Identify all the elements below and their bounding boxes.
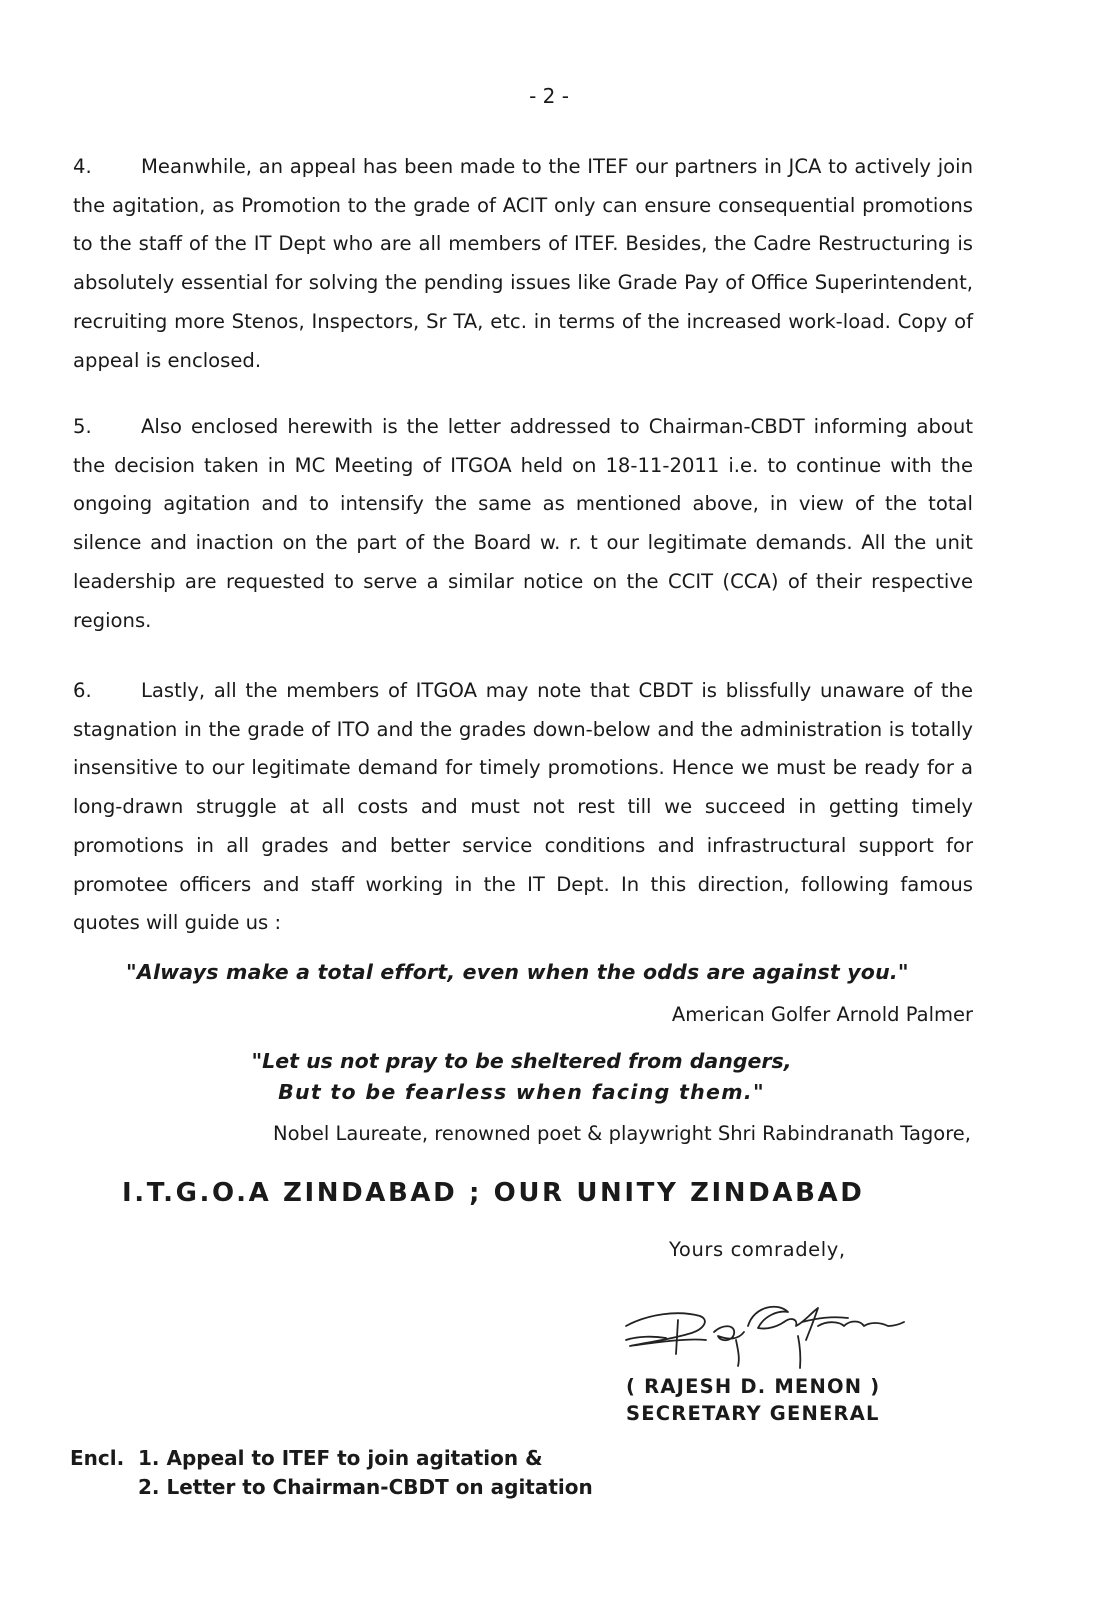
paragraph-number: 6. [73,679,92,702]
paragraph-6 [73,672,973,943]
enclosure-item: 2. Letter to Chairman-CBDT on agitation [138,1475,593,1499]
quote-line: But to be fearless when facing them." [278,1080,765,1104]
closing-salutation: Yours comradely, [669,1238,846,1261]
paragraph-number: 4. [73,155,92,178]
signatory-block [626,1373,880,1427]
quote-attribution-palmer: American Golfer Arnold Palmer [671,1003,973,1026]
handwritten-signature [618,1296,908,1376]
quote-palmer: "Always make a total effort, even when the odds are against you." [126,960,909,984]
paragraph-text: Lastly, all the members of ITGOA may note that CBDT is blissfully unaware of the stagnation in the grade of ITO and the grades down-below and the administration is totally insensitive to our legitimate demand for timely promotions. Hence we must be ready for a long-drawn struggle at all costs and must not rest till we succeed in getting timely promotions in all grades and better service conditions and infrastructural support for promotee officers and staff working in the IT Dept. In this direction, following famous quotes will guide us : [73,679,973,935]
quote-attribution-tagore: Nobel Laureate, renowned poet & playwright Shri Rabindranath Tagore, [273,1122,971,1145]
slogan: I.T.G.O.A ZINDABAD ; OUR UNITY ZINDABAD [122,1178,865,1208]
paragraph-number: 5. [73,415,92,438]
page-number: - 2 - [529,84,569,108]
signatory-name: ( RAJESH D. MENON ) [626,1375,881,1398]
enclosure-item: 1. Appeal to ITEF to join agitation & [138,1446,543,1470]
signatory-title: SECRETARY GENERAL [626,1402,880,1425]
quote-tagore [0,1046,1043,1108]
paragraph-5 [73,408,973,640]
quote-line: "Let us not pray to be sheltered from dangers, [251,1049,792,1073]
enclosures-label: Encl. [70,1446,125,1470]
enclosures [70,1444,593,1502]
paragraph-text: Meanwhile, an appeal has been made to the ITEF our partners in JCA to actively join the agitation, as Promotion to the grade of ACIT only can ensure consequential promotions to the staff of the IT Dept who are all members of ITEF. Besides, the Cadre Restructuring is absolutely essential for solving the pending issues like Grade Pay of Office Superintendent, recruiting more Stenos, Inspectors, Sr TA, etc. in terms of the increased work-load. Copy of appeal is enclosed. [73,155,973,372]
paragraph-text: Also enclosed herewith is the letter addressed to Chairman-CBDT informing about the decision taken in MC Meeting of ITGOA held on 18-11-2011 i.e. to continue with the ongoing agitation and to intensify the same as mentioned above, in view of the total silence and inaction on the part of the Board w. r. t our legitimate demands. All the unit leadership are requested to serve a similar notice on the CCIT (CCA) of their respective regions. [73,415,973,632]
paragraph-4 [73,148,973,380]
